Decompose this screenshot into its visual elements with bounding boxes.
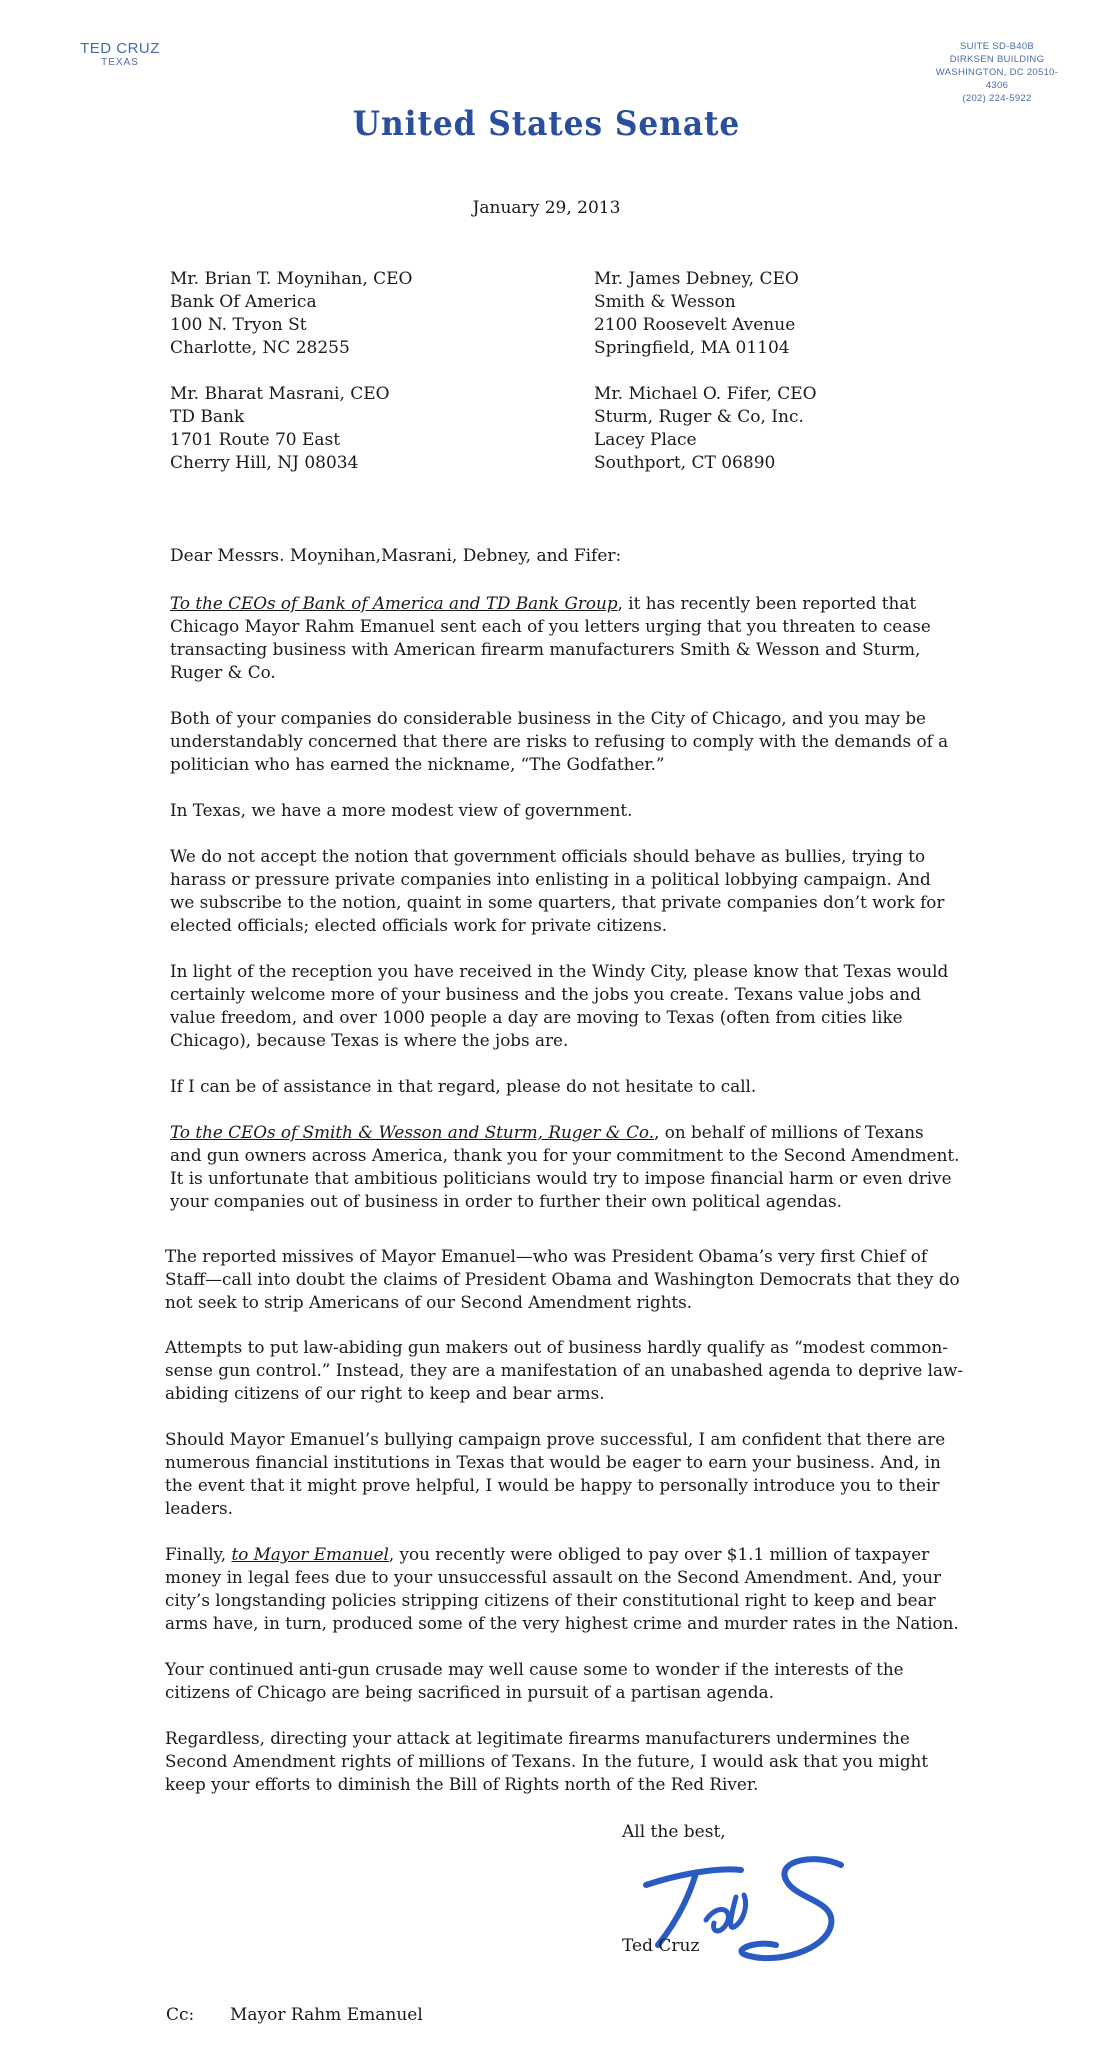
addressee-line: Mr. Brian T. Moynihan, CEO	[170, 269, 413, 289]
paragraph: In Texas, we have a more modest view of government.	[170, 800, 633, 820]
signature-stroke	[646, 1869, 741, 1945]
addressee-line: Smith & Wesson	[594, 292, 736, 312]
signature-stroke	[741, 1859, 841, 1958]
addressee-line: TD Bank	[170, 407, 245, 427]
senate-title: United States Senate	[352, 104, 741, 144]
paragraph-text: , on behalf of millions of Texans and gun owners across America, thank you for your commitment to the Second Amendment. It is unfortunate that ambitious politicians would try to impose financial harm or even drive your companies out of business in order to further their own political agendas.	[170, 1122, 960, 1211]
paragraph	[170, 592, 960, 684]
senator-state: TEXAS	[101, 57, 139, 68]
senator-letterhead	[60, 40, 180, 68]
addressee-line: Mr. James Debney, CEO	[594, 269, 799, 289]
paragraph-lead: To the CEOs of Smith & Wesson and Sturm, Ruger & Co.	[170, 1122, 655, 1142]
addressee-block	[170, 383, 390, 475]
cc-recipient: Mayor Rahm Emanuel	[230, 2005, 423, 2025]
paragraph: In light of the reception you have received in the Windy City, please know that Texas would certainly welcome more of your business and the jobs you create. Texans value jobs and value freedom, and over 1000 people a day are moving to Texas (often from cities like Chicago), because Texas is where the jobs are.	[170, 961, 949, 1050]
addressee-line: Cherry Hill, NJ 08034	[170, 453, 359, 473]
paragraph-lead: To the CEOs of Bank of America and TD Bank Group	[170, 593, 618, 613]
paragraph-lead: to Mayor Emanuel	[231, 1544, 389, 1564]
paragraph: We do not accept the notion that government officials should behave as bullies, trying to harass or pressure private companies into enlisting in a political lobbying campaign. And we subscribe to the notion, quaint in some quarters, that private companies don’t work for elected officials; elected officials work for private citizens.	[170, 846, 945, 935]
cc-label: Cc:	[166, 2005, 195, 2025]
addressee-line: Sturm, Ruger & Co, Inc.	[594, 407, 804, 427]
letter-date: January 29, 2013	[472, 198, 621, 218]
office-line: (202) 224-5922	[962, 93, 1032, 104]
salutation: Dear Messrs. Moynihan,Masrani, Debney, and Fifer:	[170, 546, 622, 566]
office-line: WASHINGTON, DC 20510-4306	[935, 67, 1059, 91]
signature-stroke	[706, 1895, 746, 1931]
office-line: DIRKSEN BUILDING	[949, 54, 1045, 65]
paragraph: Attempts to put law-abiding gun makers out of business hardly qualify as “modest common-sense gun control.” Instead, they are a manifestation of an unabashed agenda to deprive law-abiding citizens of our right to keep and bear arms.	[165, 1337, 964, 1403]
closing: All the best,	[622, 1822, 726, 1842]
paragraph-text: , it has recently been reported that Chicago Mayor Rahm Emanuel sent each of you letters urging that you threaten to cease transacting business with American firearm manufacturers Smith & Wesson and Sturm, Ruger & Co.	[170, 593, 931, 682]
paragraph-text: , you recently were obliged to pay over $1.1 million of taxpayer money in legal fees due to your unsuccessful assault on the Second Amendment. And, your city’s longstanding policies stripping citizens of their constitutional right to keep and bear arms have, in turn, produced some of the very highest crime and murder rates in the Nation.	[165, 1544, 959, 1633]
addressee-line: Bank Of America	[170, 292, 317, 312]
addressee-line: 100 N. Tryon St	[170, 315, 307, 335]
cc-line	[166, 2005, 423, 2025]
addressee-line: 1701 Route 70 East	[170, 430, 341, 450]
office-address	[867, 40, 1067, 105]
signer-name: Ted Cruz	[622, 1936, 700, 1956]
addressee-block	[594, 383, 817, 475]
office-line: SUITE SD-B40B	[959, 41, 1035, 52]
paragraph: Should Mayor Emanuel’s bullying campaign prove successful, I am confident that there are numerous financial institutions in Texas that would be eager to earn your business. And, in the event that it might prove helpful, I would be happy to personally introduce you to their leaders.	[165, 1429, 946, 1518]
addressee-line: 2100 Roosevelt Avenue	[594, 315, 796, 335]
paragraph: Both of your companies do considerable business in the City of Chicago, and you may be understandably concerned that there are risks to refusing to comply with the demands of a politician who has earned the nickname, “The Godfather.”	[170, 708, 949, 774]
paragraph	[170, 1121, 960, 1213]
paragraph: Regardless, directing your attack at legitimate firearms manufacturers undermines the Second Amendment rights of millions of Texans. In the future, I would ask that you might keep your efforts to diminish the Bill of Rights north of the Red River.	[165, 1728, 929, 1794]
addressee-line: Charlotte, NC 28255	[170, 338, 350, 358]
addressee-line: Springfield, MA 01104	[594, 338, 790, 358]
addressee-line: Mr. Bharat Masrani, CEO	[170, 384, 390, 404]
paragraph: If I can be of assistance in that regard, please do not hesitate to call.	[170, 1076, 757, 1096]
addressee-line: Southport, CT 06890	[594, 453, 776, 473]
paragraph: The reported missives of Mayor Emanuel—who was President Obama’s very first Chief of Staff—call into doubt the claims of President Obama and Washington Democrats that they do not seek to strip Americans of our Second Amendment rights.	[165, 1246, 960, 1312]
addressee-line: Mr. Michael O. Fifer, CEO	[594, 384, 817, 404]
addressee-line: Lacey Place	[594, 430, 697, 450]
addressee-block	[170, 268, 413, 360]
paragraph	[165, 1543, 965, 1635]
addressee-block	[594, 268, 799, 360]
senator-name: TED CRUZ	[80, 40, 160, 57]
paragraph: Your continued anti-gun crusade may well cause some to wonder if the interests of the citizens of Chicago are being sacrificed in pursuit of a partisan agenda.	[165, 1659, 904, 1702]
paragraph-pre: Finally,	[165, 1544, 232, 1564]
